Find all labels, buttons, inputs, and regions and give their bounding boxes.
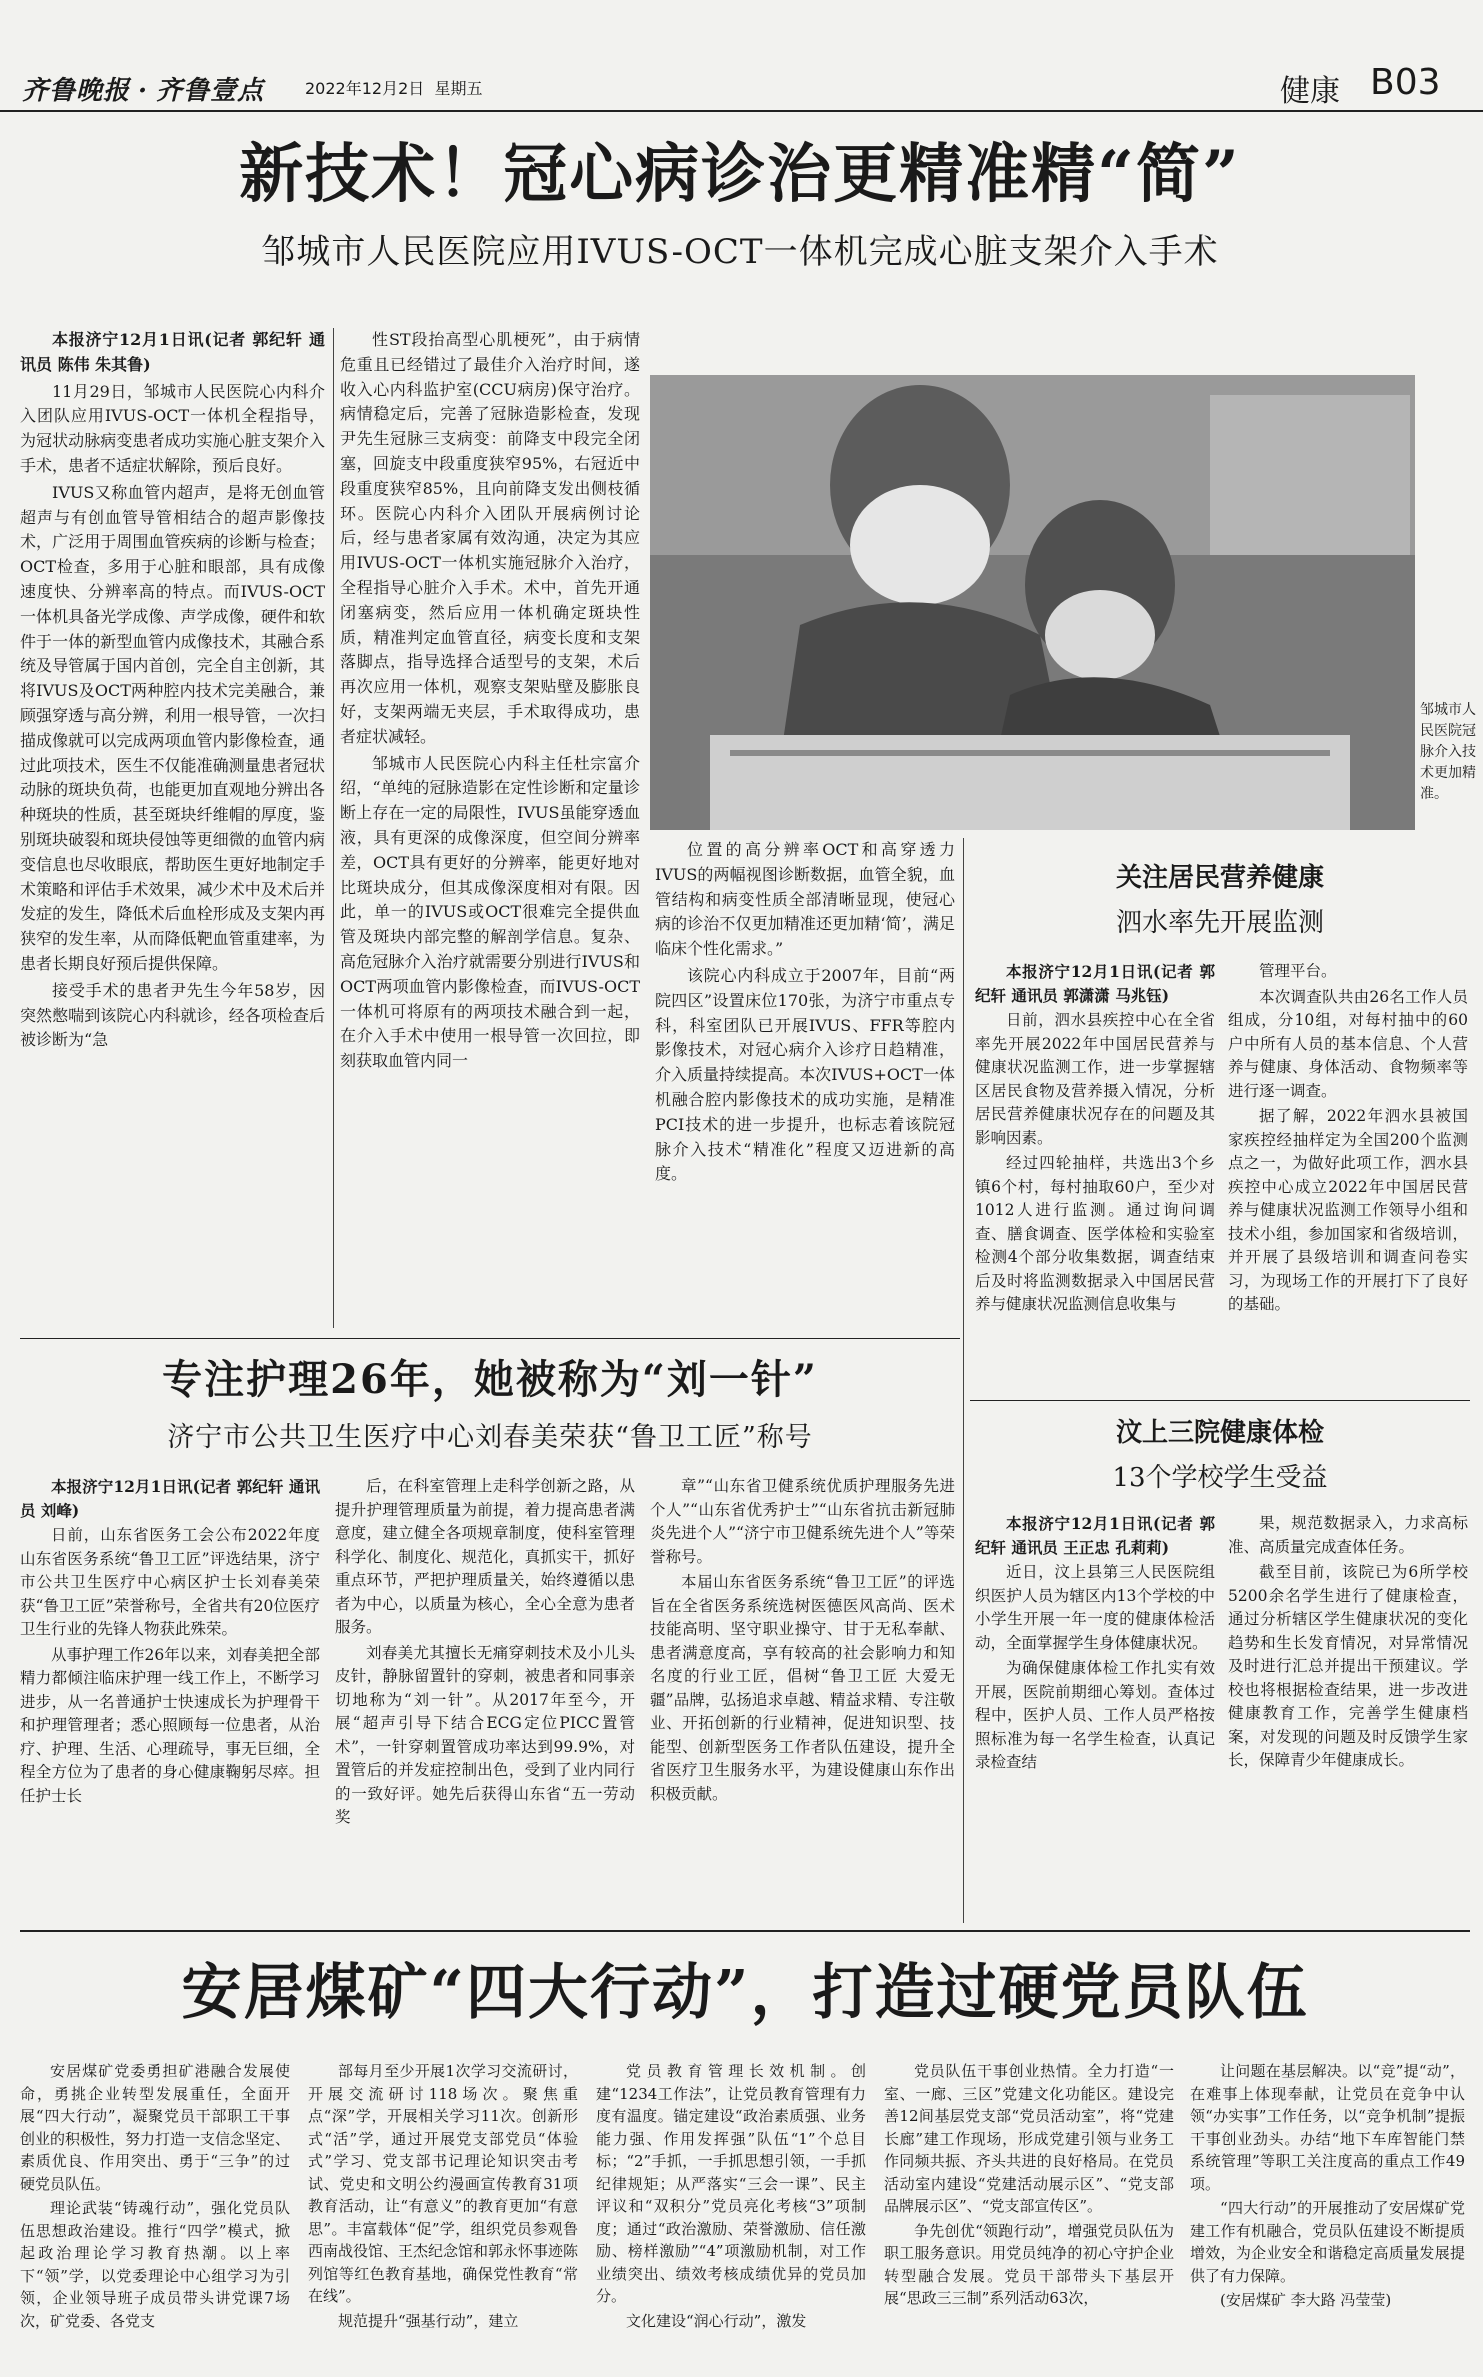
masthead-rule xyxy=(0,110,1483,112)
article2-col2 xyxy=(335,1475,635,1915)
article2-paragraph: 从事护理工作26年以来，刘春美把全部精力都倾注临床护理一线工作上，不断学习进步，从一名普通护士快速成长为护理骨干和护理管理者；悉心照顾每一位患者，从治疗、护理、生活、心理疏导，事无巨细，全程全方位为了患者的身心健康鞠躬尽瘁。担任护士长 xyxy=(20,1645,320,1805)
article1-paragraph: 邹城市人民医院心内科主任杜宗富介绍，“单纯的冠脉造影在定性诊断和定量诊断上存在一定的局限性，IVUS虽能穿透血液，具有更深的成像深度，但空间分辨率差，OCT具有更好的分辨率，能更好地对比斑块成分，但其成像深度相对有限。因此，单一的IVUS或OCT很难完全提供血管及斑块内部完整的解剖学信息。复杂、高危冠脉介入治疗就需要分别进行IVUS和OCT两项血管内影像检查，而IVUS-OCT一体机可将原有的两项技术融合到一起，在介入手术中使用一根导管一次回拉，即刻获取血管内同一 xyxy=(340,753,640,1071)
date-text: 2022年12月2日 xyxy=(305,79,425,98)
article3-col1 xyxy=(20,2060,290,2365)
article1-paragraph: 接受手术的患者尹先生今年58岁，因突然憋喘到该院心内科就诊，经各项检查后被诊断为“急 xyxy=(20,980,325,1050)
article1-paragraph: 该院心内科成立于2007年，目前“两院四区”设置床位170张，为济宁市重点专科，科室团队已开展IVUS、FFR等腔内影像技术，对冠心病介入诊疗日趋精准，介入质量持续提高。本次IVUS+OCT一体机融合腔内影像技术的成功实施，是精准PCI技术的进一步提升，也标志着该院冠脉介入技术“精准化”程度又迈进新的高度。 xyxy=(655,965,955,1184)
column-divider xyxy=(333,328,334,1328)
article3-paragraph: 规范提升“强基行动”，建立 xyxy=(338,2311,519,2330)
article3-signature: (安居煤矿 李大路 冯莹莹) xyxy=(1220,2291,1392,2309)
article2-byline: 本报济宁12月1日讯(记者 郭纪轩 通讯员 刘峰) xyxy=(20,1477,320,1520)
sidebar1-paragraph: 本次调查队共由26名工作人员组成，分10组，对每村抽中的60户中所有人员的基本信息、个人营养与健康、身体活动、食物频率等进行逐一调查。 xyxy=(1228,987,1468,1100)
article2-col1 xyxy=(20,1475,320,1915)
article3-paragraph: 理论武装“铸魂行动”，强化党员队伍思想政治建设。推行“四学”模式，掀起政治理论学习教育热潮。以上率下“领”学，以党委理论中心组学习为引领，企业领导班子成员带头讲党课7场次，矿党委、各党支 xyxy=(20,2199,290,2330)
article2-headline: 专注护理26年，她被称为“刘一针” xyxy=(162,1356,818,1403)
sidebar2-title: 汶上三院健康体检 xyxy=(1115,1418,1324,1448)
sidebar2-subtitle: 13个学校学生受益 xyxy=(1112,1463,1328,1493)
surgery-photo-illustration xyxy=(650,375,1415,830)
article1-col2 xyxy=(340,328,640,1328)
sidebar1-byline: 本报济宁12月1日讯(记者 郭纪轩 通讯员 郭潇潇 马兆钰) xyxy=(975,962,1215,1005)
article-divider xyxy=(20,1338,960,1339)
sidebar2-paragraph: 截至目前，该院已为6所学校5200余名学生进行了健康检查，通过分析辖区学生健康状况的变化趋势和生长发育情况，对异常情况及时进行汇总并提出干预建议。学校也将根据检查结果，进一步改进健康教育工作，完善学生健康档案，对发现的问题及时反馈学生家长，保障青少年健康成长。 xyxy=(1228,1563,1468,1769)
article3-paragraph: “四大行动”的开展推动了安居煤矿党建工作有机融合，党员队伍建设不断提质增效，为企业安全和谐稳定高质量发展提供了有力保障。 xyxy=(1190,2199,1465,2285)
sidebar2-col1 xyxy=(975,1512,1215,1922)
article3-paragraph: 党员教育管理长效机制。创建“1234工作法”，让党员教育管理有力度有温度。锚定建设“政治素质强、业务能力强、作用发挥强”队伍“1”个总目标；“2”手抓，一手抓思想引领，一手抓纪律规矩；从严落实“三会一课”、民主评议和“双积分”党员亮化考核“3”项制度；通过“政治激励、荣誉激励、信任激励、榜样激励”“4”项激励机制，对工作业绩突出、绩效考核成绩优异的党员加分。 xyxy=(596,2062,866,2305)
article2-paragraph: 章”“山东省卫健系统优质护理服务先进个人”“山东省优秀护士”“山东省抗击新冠肺炎先进个人”“济宁市卫健系统先进个人”等荣誉称号。 xyxy=(650,1477,955,1566)
sidebar1-paragraph: 日前，泗水县疾控中心在全省率先开展2022年中国居民营养与健康状况监测工作，进一步掌握辖区居民食物及营养摄入情况，分析居民营养健康状况存在的问题及其影响因素。 xyxy=(975,1011,1215,1147)
article1-paragraph: 11月29日，邹城市人民医院心内科介入团队应用IVUS-OCT一体机全程指导，为冠状动脉病变患者成功实施心脏支架介入手术，患者不适症状解除，预后良好。 xyxy=(20,381,325,475)
surgery-photo xyxy=(650,375,1415,830)
sidebar1-title: 关注居民营养健康 xyxy=(1115,863,1324,893)
section-label: 健康 xyxy=(1280,74,1340,109)
article3-paragraph: 党员队伍干事创业热情。全力打造“一室、一廊、三区”党建文化功能区。建设完善12间基层党支部“党员活动室”，将“党建长廊”建工作现场，形成党建引领与业务工作同频共振、齐头共进的良好格局。在党员活动室内建设“党建活动展示区”、“党支部品牌展示区”、“党支部宣传区”。 xyxy=(884,2062,1174,2215)
sidebar2-paragraph: 为确保健康体检工作扎实有效开展，医院前期细心筹划。查体过程中，医护人员、工作人员严格按照标准为每一名学生检查，认真记录检查结 xyxy=(975,1659,1215,1771)
sidebar2-col2 xyxy=(1228,1512,1468,1922)
masthead xyxy=(0,0,1483,112)
article3-headline: 安居煤矿“四大行动”，打造过硬党员队伍 xyxy=(181,1958,1309,2028)
page-number: B03 xyxy=(1370,62,1441,103)
article3-col5 xyxy=(1190,2060,1465,2365)
article2-paragraph: 日前，山东省医务工会公布2022年度山东省医务系统“鲁卫工匠”评选结果，济宁市公共卫生医疗中心病区护士长刘春美荣获“鲁卫工匠”荣誉称号，全省共有20位医疗卫生行业的先锋人物获此殊荣。 xyxy=(20,1526,320,1638)
sidebar2-paragraph: 近日，汶上县第三人民医院组织医护人员为辖区内13个学校的中小学生开展一年一度的健康体检活动，全面掌握学生身体健康状况。 xyxy=(975,1563,1215,1652)
article3-col2 xyxy=(308,2060,578,2365)
brand-sub: 齐鲁壹点 xyxy=(156,76,265,106)
article1-subhead: 邹城市人民医院应用IVUS-OCT一体机完成心脏支架介入手术 xyxy=(261,232,1219,272)
sidebar2-paragraph: 果，规范数据录入，力求高标准、高质量完成查体任务。 xyxy=(1228,1514,1468,1556)
article1-paragraph: 位置的高分辨率OCT和高穿透力IVUS的两幅视图诊断数据，血管全貌，血管结构和病变性质全部清晰显现，使冠心病的诊治不仅更加精准还更加精‘简’，满足临床个性化需求。” xyxy=(655,840,955,959)
article3-paragraph: 争先创优“领跑行动”，增强党员队伍为职工服务意识。用党员纯净的初心守护企业转型融合发展。党员干部带头下基层开展“思政三三制”系列活动63次， xyxy=(884,2221,1174,2307)
article1-paragraph: IVUS又称血管内超声，是将无创血管超声与有创血管导管相结合的超声影像技术，广泛用于周围血管疾病的诊断与检查；OCT检查，多用于心脏和眼部，具有成像速度快、分辨率高的特点。而IVUS-OCT一体机具备光学成像、声学成像，硬件和软件于一体的新型血管内成像技术，其融合系统及导管属于国内首创，完全自主创新，其将IVUS及OCT两种腔内技术完美融合，兼顾强穿透与高分辨，利用一根导管，一次扫描成像就可以完成两项血管内影像检查，通过此项技术，医生不仅能准确测量患者冠状动脉的斑块负荷，也能更加直观地分辨出各种斑块的性质，甚至斑块纤维帽的厚度，鉴别斑块破裂和斑块侵蚀等更细微的血管内病变信息也尽收眼底，帮助医生更好地制定手术策略和评估手术效果，减少术中及术后并发症的发生，降低术后血栓形成及支架内再狭窄的发生率，从而降低靶血管重建率，为患者长期良好预后提供保障。 xyxy=(20,482,325,973)
sidebar1-paragraph: 据了解，2022年泗水县被国家疾控经抽样定为全国200个监测点之一，为做好此项工作，泗水县疾控中心成立2022年中国居民营养与健康状况监测工作领导小组和技术小组，参加国家和省级培训，并开展了县级培训和调查问卷实习，为现场工作的开展打下了良好的基础。 xyxy=(1228,1107,1468,1313)
sidebar1-subtitle: 泗水率先开展监测 xyxy=(1115,908,1324,938)
article3-paragraph: 文化建设“润心行动”，激发 xyxy=(626,2311,807,2330)
sidebar2-byline: 本报济宁12月1日讯(记者 郭纪轩 通讯员 王正忠 孔莉莉) xyxy=(975,1514,1215,1557)
sidebar1-col1 xyxy=(975,960,1215,1400)
article2-col3 xyxy=(650,1475,955,1915)
sidebar1-paragraph: 经过四轮抽样，共选出3个乡镇6个村，每村抽取60户，至少对1012人进行监测。通过询问调查、膳食调查、医学体检和实验室检测4个部分收集数据，调查结束后及时将监测数据录入中国居民营养与健康状况监测信息收集与 xyxy=(975,1154,1215,1313)
sidebar1-paragraph: 管理平台。 xyxy=(1259,962,1337,980)
sidebar-divider xyxy=(970,1400,1470,1401)
issue-date xyxy=(305,76,482,99)
article1-paragraph: 性ST段抬高型心肌梗死”，由于病情危重且已经错过了最佳介入治疗时间，遂收入心内科监护室(CCU病房)保守治疗。病情稳定后，完善了冠脉造影检查，发现尹先生冠脉三支病变：前降支中段完全闭塞，回旋支中段重度狭窄95%，右冠近中段重度狭窄85%，且向前降支发出侧枝循环。医院心内科介入团队开展病例讨论后，经与患者家属有效沟通，决定为其应用IVUS-OCT一体机实施冠脉介入治疗，全程指导心脏介入手术。术中，首先开通闭塞病变，然后应用一体机确定斑块性质，精准判定血管直径，病变长度和支架落脚点，指导选择合适型号的支架，术后再次应用一体机，观察支架贴壁及膨胀良好，支架两端无夹层，手术取得成功，患者症状减轻。 xyxy=(340,330,640,746)
article2-paragraph: 本届山东省医务系统“鲁卫工匠”的评选旨在全省医务系统选树医德医风高尚、医术技能高明、坚守职业操守、甘于无私奉献、患者满意度高，享有较高的社会影响力和知名度的行业工匠，倡树“鲁卫工匠 大爱无疆”品牌，弘扬追求卓越、精益求精、专注敬业、开拓创新的行业精神，促进知识型、技能型、创新型医务工作者队伍建设，提升全省医疗卫生服务水平，为建设健康山东作出积极贡献。 xyxy=(650,1573,955,1803)
photo-caption: 邹城市人民医院冠脉介入技术更加精准。 xyxy=(1420,702,1476,802)
article2-paragraph: 刘春美尤其擅长无痛穿刺技术及小儿头皮针，静脉留置针的穿刺，被患者和同事亲切地称为“刘一针”。从2017年至今，开展“超声引导下结合ECG定位PICC置管术”，一针穿刺置管成功率达到99.9%，对置管后的并发症控制出色，受到了业内同行的一致好评。她先后获得山东省“五一劳动奖 xyxy=(335,1643,635,1826)
newspaper-logo: 齐鲁晚报 · 齐鲁壹点 xyxy=(22,76,265,106)
article-divider xyxy=(20,1930,1470,1932)
article1-col1 xyxy=(20,328,325,1328)
article1-byline: 本报济宁12月1日讯(记者 郭纪轩 通讯员 陈伟 朱其鲁) xyxy=(20,330,325,374)
article3-paragraph: 安居煤矿党委勇担矿港融合发展使命，勇挑企业转型发展重任，全面开展“四大行动”，凝聚党员干部职工干事创业的积极性，努力打造一支信念坚定、素质优良、作用突出、勇于“三争”的过硬党员队伍。 xyxy=(20,2062,290,2193)
article3-col3 xyxy=(596,2060,866,2365)
column-divider xyxy=(963,838,964,1923)
article3-paragraph: 让问题在基层解决。以“竞”提“动”，在难事上体现奉献，让党员在竞争中认领“办实事”工作任务，以“竞争机制”提振干事创业劲头。办结“地下车库智能门禁系统管理”等职工关注度高的重点工作49项。 xyxy=(1190,2062,1465,2193)
article3-paragraph: 部每月至少开展1次学习交流研讨，开展交流研讨118场次。聚焦重点“深”学，开展相关学习11次。创新形式“活”学，通过开展党支部党员“体验式”学习、党支部书记理论知识突击考试、党史和文明公约漫画宣传教育31项教育活动，让“有意义”的教育更加“有意思”。丰富载体“促”学，组织党员参观鲁西南战役馆、王杰纪念馆和郭永怀事迹陈列馆等红色教育基地，确保党性教育“常在线”。 xyxy=(308,2062,578,2305)
article2-subhead: 济宁市公共卫生医疗中心刘春美荣获“鲁卫工匠”称号 xyxy=(167,1422,813,1453)
article2-paragraph: 后，在科室管理上走科学创新之路，从提升护理管理质量为前提，着力提高患者满意度，建立健全各项规章制度，使科室管理科学化、制度化、规范化，真抓实干，抓好重点环节，严把护理质量关，始终遵循以患者为中心，以质量为核心，全心全意为患者服务。 xyxy=(335,1477,635,1636)
sidebar1-col2 xyxy=(1228,960,1468,1400)
brand-name: 齐鲁晚报 xyxy=(22,76,131,106)
article3-col4 xyxy=(884,2060,1174,2365)
weekday-text: 星期五 xyxy=(434,79,483,98)
article1-col3 xyxy=(655,838,955,1393)
article1-headline: 新技术！冠心病诊治更精准精“简” xyxy=(239,137,1241,212)
